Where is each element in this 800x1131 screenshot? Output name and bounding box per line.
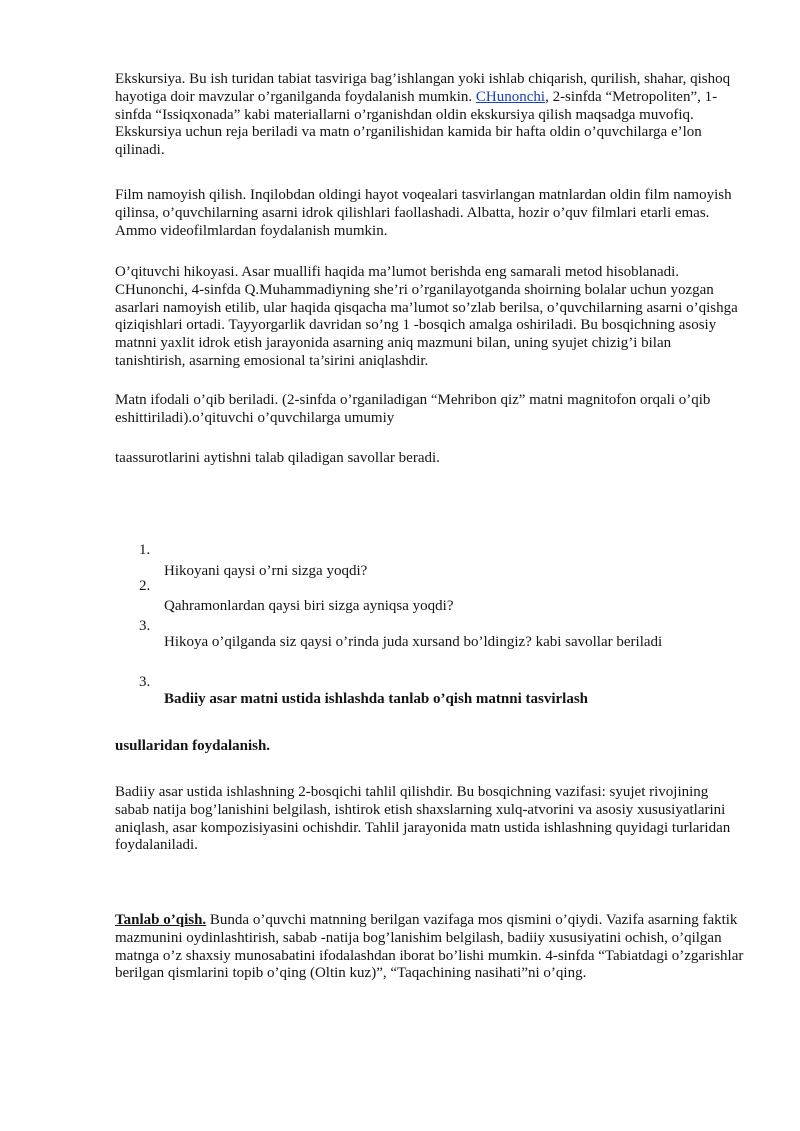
paragraph-film: Film namoyish qilish. Inqilobdan oldingi hayot voqealari tasvirlangan matnlardan oldin film namoyish qilinsa, o’quvchilarning asarni idrok qilishlari faollashadi. Albatta, hozir o’quv filmlari etarli emas. Ammo videofilmlardan foydalanish mumkin.	[115, 187, 732, 239]
paragraph-ekskursiya	[115, 71, 745, 160]
paragraph-tanlab-oqish	[115, 912, 745, 983]
section-heading-continuation: usullaridan foydalanish.	[115, 738, 271, 754]
list-number: 2.	[139, 578, 151, 594]
paragraph-text: Bunda o’quvchi matnning berilgan vazifaga mos qismini o’qiydi. Vazifa asarning faktik mazmunini oydinlashtirish, sabab -natija bog’lanishim belgilash, badiiy xususiyatini ochish, o’qilgan matnga o’z shaxsiy munosabatini ifodalashdan iborat bo’lishi mumkin. 4-sinfda “Tabiatdagi o’zgarishlar berilgan qismlarini topib o’qing (Oltin kuz)”, “Taqachining nasihati”ni o’qing.	[115, 912, 744, 982]
paragraph-taassurotlar: taassurotlarini aytishni talab qiladigan savollar beradi.	[115, 450, 440, 466]
tanlab-oqish-heading: Tanlab o’qish.	[115, 912, 207, 928]
section-heading: Badiiy asar matni ustida ishlashda tanlab o’qish matnni tasvirlash	[164, 691, 589, 707]
question-item: Hikoya o’qilganda siz qaysi o’rinda juda xursand bo’ldingiz? kabi savollar beriladi	[164, 634, 663, 650]
paragraph-text: Ekskursiya. Bu ish turidan tabiat tasviriga bag’ishlangan yoki ishlab chiqarish, qurilish, shahar, qishoq hayotiga doir mavzular o’rganilganda foydalanish mumkin.	[115, 71, 731, 105]
list-number: 1.	[139, 542, 151, 558]
list-number: 3.	[139, 618, 151, 634]
question-item: Qahramonlardan qaysi biri sizga ayniqsa yoqdi?	[164, 598, 454, 614]
paragraph-oqituvchi-hikoyasi: O’qituvchi hikoyasi. Asar muallifi haqida ma’lumot berishda eng samarali metod hisoblanadi. CHunonchi, 4-sinfda Q.Muhammadiyning she’ri o’rganilayotganda shoirning bolalar uchun yozgan asarlari namoyish etilib, ular haqida qisqacha ma’lumot so’zlab berilsa, o’quvchilarning asarni o’qishga qiziqishlari ortadi. Tayyorgarlik davridan so’ng 1 -bosqich amalga oshiriladi. Bu bosqichning asosiy matnni yaxlit idrok etish jarayonida asarning aniq mazmuni bilan, uning syujet chizig’i bilan tanishtirish, asarning emosional ta’sirini aniqlashdir.	[115, 264, 738, 369]
chunonchi-link[interactable]: CHunonchi	[475, 88, 546, 105]
paragraph-matn-ifodali: Matn ifodali o’qib beriladi. (2-sinfda o’rganiladigan “Mehribon qiz” matni magnitofon orqali o’qib eshittiriladi).o’qituvchi o’quvchilarga umumiy	[115, 392, 711, 426]
paragraph-text: , 2-sinfda “Metropoliten”, 1-sinfda “Issiqxonada” kabi materiallarni o’rganishdan oldin ekskursiya qilish maqsadga muvofiq. Ekskursiya uchun reja beriladi va matn o’rganilishidan kamida bir hafta oldin o’quvchilarga e’lon qilinadi.	[115, 88, 718, 159]
section-number: 3.	[139, 674, 151, 690]
paragraph-tahlil: Badiiy asar ustida ishlashning 2-bosqichi tahlil qilishdir. Bu bosqichning vazifasi: syujet rivojining sabab natija bog’lanishini belgilash, ishtirok etish shaxslarning xulq-atvorini va asosiy xususiyatlarini aniqlash, asar kompozisiyasini ochishdir. Tahlil jarayonida matn ustida ishlashning quyidagi turlaridan foydalaniladi.	[115, 784, 731, 854]
question-item: Hikoyani qaysi o’rni sizga yoqdi?	[164, 563, 368, 579]
